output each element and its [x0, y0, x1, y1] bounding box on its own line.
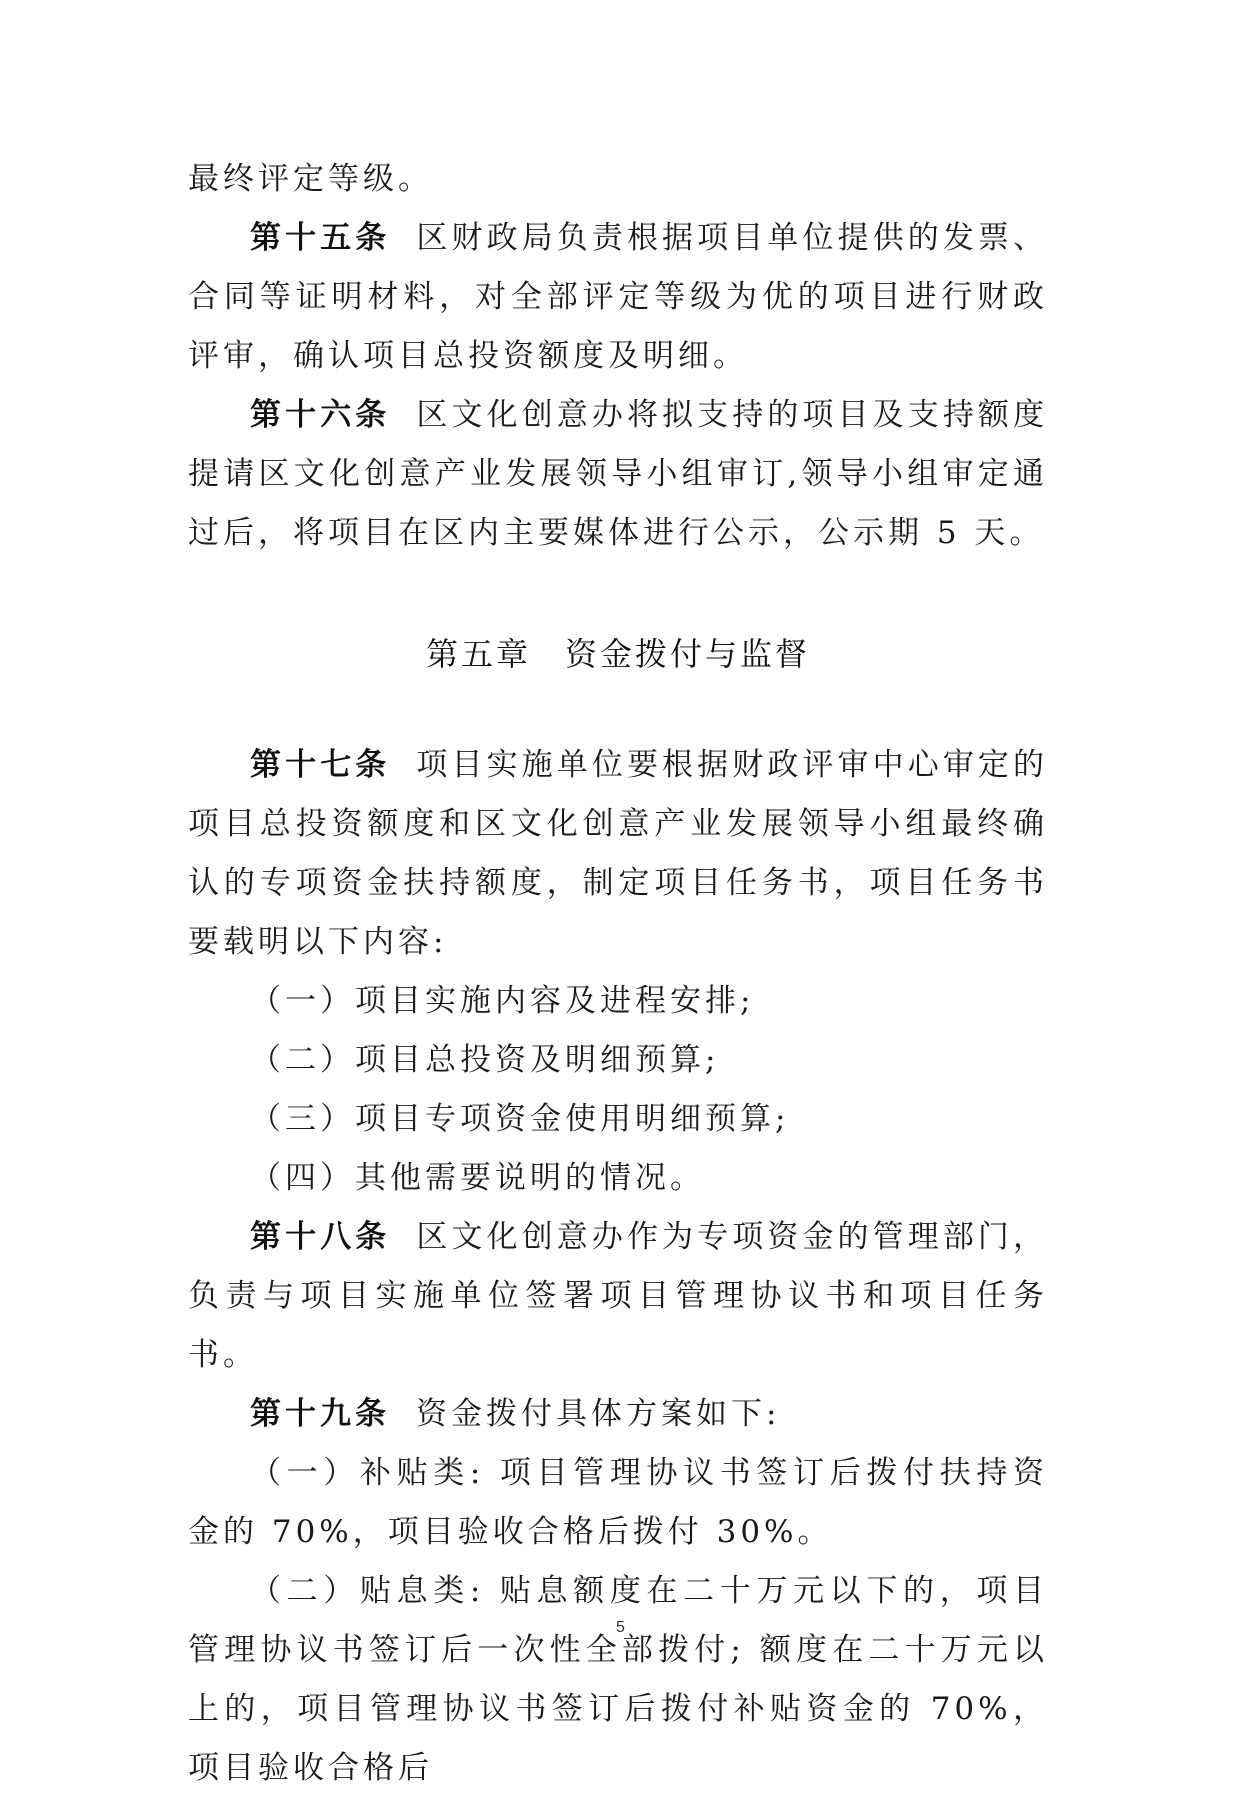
paragraph [188, 150, 1048, 209]
list-item [188, 972, 1048, 1031]
paragraph-text: （二）项目总投资及明细预算; [250, 1042, 720, 1078]
paragraph-text: （四）其他需要说明的情况。 [250, 1160, 705, 1196]
article-paragraph [188, 1385, 1048, 1444]
paragraph-text: 区文化创意办将拟支持的项目及支持额度提请区文化创意产业发展领导小组审订,领导小组审定通过后，将项目在区内主要媒体进行公示，公示期 5 天。 [188, 397, 1049, 551]
paragraph-text: 区财政局负责根据项目单位提供的发票、合同等证明材料，对全部评定等级为优的项目进行财政评审，确认项目总投资额度及明细。 [188, 220, 1049, 374]
chapter-number: 第五章 [425, 635, 531, 673]
page-number: 5 [616, 1619, 625, 1636]
paragraph-text: （一）项目实施内容及进程安排; [250, 983, 755, 1019]
list-item [188, 1090, 1048, 1149]
paragraph-text: （三）项目专项资金使用明细预算; [250, 1101, 790, 1137]
list-item [188, 1562, 1048, 1798]
body-text [188, 150, 1048, 1798]
list-item [188, 1149, 1048, 1208]
article-heading: 第十六条 [250, 397, 391, 433]
article-heading: 第十八条 [250, 1219, 391, 1255]
paragraph-text: 项目实施单位要根据财政评审中心审定的项目总投资额度和区文化创意产业发展领导小组最终确认的专项资金扶持额度，制定项目任务书，项目任务书要载明以下内容: [188, 747, 1049, 960]
paragraph-text: 最终评定等级。 [188, 161, 433, 197]
chapter-title: 资金拨付与监督 [565, 635, 811, 673]
article-paragraph [188, 736, 1048, 972]
paragraph-text: 区文化创意办作为专项资金的管理部门，负责与项目实施单位签署项目管理协议书和项目任务书。 [188, 1219, 1049, 1373]
article-heading: 第十五条 [250, 220, 391, 256]
list-item [188, 1031, 1048, 1090]
article-paragraph [188, 209, 1048, 386]
article-paragraph [188, 386, 1048, 563]
chapter-heading [188, 625, 1048, 684]
article-paragraph [188, 1208, 1048, 1385]
paragraph-text: 资金拨付具体方案如下: [416, 1396, 781, 1432]
article-heading: 第十九条 [250, 1396, 390, 1432]
paragraph-text: （一）补贴类: 项目管理协议书签订后拨付扶持资金的 70%，项目验收合格后拨付 30%。 [188, 1455, 1048, 1550]
list-item [188, 1444, 1048, 1562]
paragraph-text: （二）贴息类: 贴息额度在二十万元以下的，项目管理协议书签订后一次性全部拨付; 额度在二十万元以上的，项目管理协议书签订后拨付补贴资金的 70%，项目验收合格后 [188, 1573, 1048, 1786]
article-heading: 第十七条 [250, 747, 391, 783]
